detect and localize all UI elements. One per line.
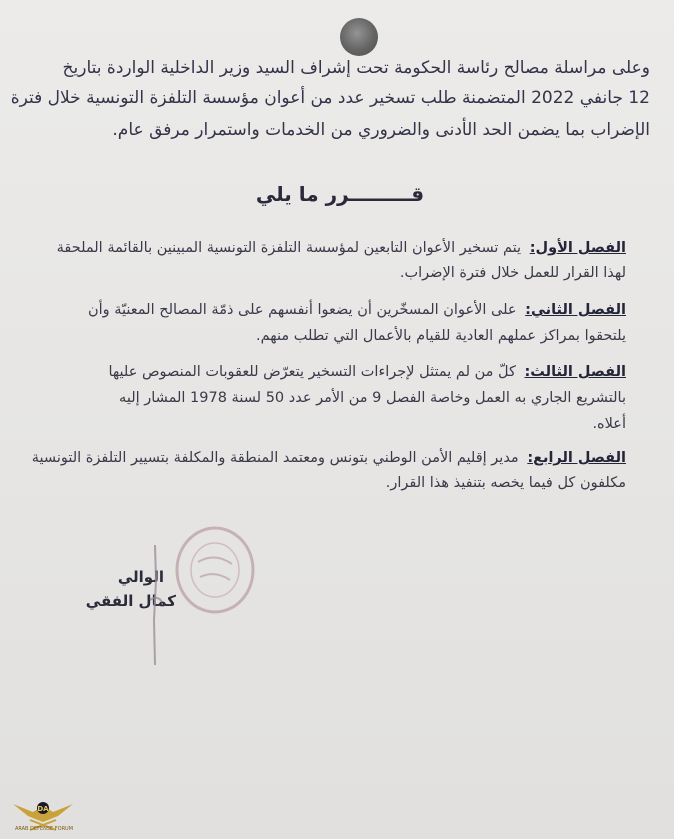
official-stamp: [170, 522, 260, 618]
punch-hole: [340, 18, 378, 56]
signatory-name: كمال الفقي: [85, 592, 176, 610]
signature-scribble: [140, 540, 170, 670]
intro-line-2: 12 جانفي 2022 المتضمنة طلب تسخير عدد من أعوان مؤسسة التلفزة التونسية خلال فترة: [10, 88, 650, 108]
intro-line-1: وعلى مراسلة مصالح رئاسة الحكومة تحت إشراف السيد وزير الداخلية الواردة بتاريخ: [62, 58, 650, 78]
decision-title: قـــــــــرر ما يلي: [255, 182, 425, 206]
article-4-line-2: مكلفون كل فيما يخصه بتنفيذ هذا القرار.: [385, 475, 626, 491]
article-2-text-1: على الأعوان المسخّرين أن يضعوا أنفسهم على ذمّة المصالح المعنيّة وأن: [87, 302, 517, 318]
article-3-label: الفصل الثالث:: [524, 364, 626, 380]
article-2-line-2: يلتحقوا بمراكز عملهم العادية للقيام بالأعمال التي تطلب منهم.: [256, 328, 626, 344]
article-1-line-2: لهذا القرار للعمل خلال فترة الإضراب.: [399, 265, 626, 281]
article-4-label: الفصل الرابع:: [527, 450, 626, 466]
article-1-label: الفصل الأول:: [529, 240, 626, 256]
watermark-text: ARAB DEFENSE FORUM: [14, 826, 74, 832]
article-2-label: الفصل الثاني:: [525, 302, 626, 318]
article-3-line-1: [108, 364, 626, 380]
article-2-line-1: [88, 302, 626, 318]
watermark-initials: DA: [37, 805, 49, 813]
article-3-line-3: أعلاه.: [592, 416, 626, 432]
article-4-line-1: [32, 450, 626, 466]
article-1-text-1: يتم تسخير الأعوان التابعين لمؤسسة التلفزة التونسية المبينين بالقائمة الملحقة: [56, 240, 522, 256]
signatory-role: الوالي: [117, 568, 164, 586]
article-1-line-1: [57, 240, 626, 256]
article-3-text-1: كلّ من لم يمتثل لإجراءات التسخير يتعرّض للعقوبات المنصوص عليها: [108, 364, 516, 380]
intro-line-3: الإضراب بما يضمن الحد الأدنى والضروري من الخدمات واستمرار مرفق عام.: [112, 120, 650, 140]
article-4-text-1: مدير إقليم الأمن الوطني بتونس ومعتمد المنطقة والمكلفة بتسيير التلفزة التونسية: [31, 450, 519, 466]
article-3-line-2: بالتشريع الجاري به العمل وخاصة الفصل 9 من الأمر عدد 50 لسنة 1978 المشار إليه: [119, 390, 626, 406]
